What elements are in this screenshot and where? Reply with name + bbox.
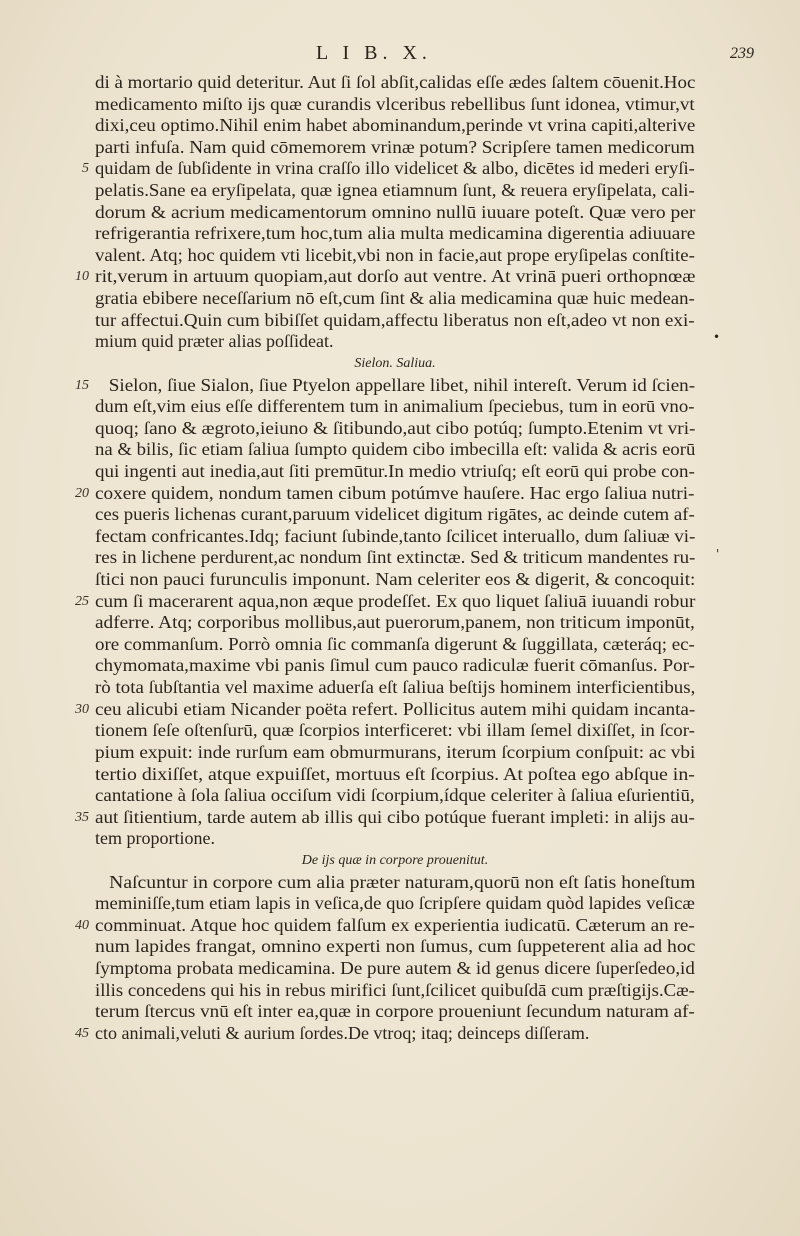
text-line <box>95 764 695 786</box>
line-text: tur affectui.Quin cum bibiſſet quidam,affectu liberatus non eſt,adeo vt non exi- <box>95 309 695 330</box>
margin-mark: ' <box>716 547 720 561</box>
text-line <box>95 828 695 850</box>
text-line <box>95 893 695 915</box>
line-text: ſymptoma probata medicamina. De pure autem & id genus dicere ſuperſedeo,id <box>95 957 695 978</box>
line-text: mium quid præter alias poſſideat. <box>95 331 334 352</box>
line-number: 35 <box>75 809 89 825</box>
text-line <box>75 914 695 937</box>
line-text: na & bilis, ſic etiam ſaliua ſumpto quidem cibo imbecilla eſt: valida & acris eorū <box>95 439 696 460</box>
text-line <box>95 634 695 656</box>
text-line <box>95 504 695 526</box>
line-text: medicamento miſto ijs quæ curandis vlceribus rebellibus ſunt idonea, vtimur,vt <box>95 93 695 114</box>
line-number: 20 <box>75 485 89 501</box>
line-text: pelatis.Sane ea eryſipelata, quæ ignea etiamnum ſunt, & reuera eryſipelata, cali- <box>95 180 695 201</box>
line-text: qui ingenti aut inedia,aut ſiti premūtur.In medio vtriuſq; eſt eorū qui probe con- <box>95 460 695 481</box>
line-text: quoq; ſano & ægroto,ieiuno & ſitibundo,aut cibo potúq; ſumpto.Etenim vt vri- <box>95 417 696 438</box>
text-line <box>95 115 695 137</box>
line-text: tertio dixiſſet, atque expuiſſet, mortuus eſt ſcorpius. At poſtea ego abſque in- <box>95 763 695 784</box>
text-line <box>75 590 696 613</box>
text-line <box>95 958 695 980</box>
line-text: illis concedens qui his in rebus mirifici ſunt,ſcilicet quibuſdā cum præſtigijs.Cæ- <box>95 979 695 1000</box>
line-number: 10 <box>75 269 89 285</box>
text-line <box>95 439 695 461</box>
text-line <box>95 94 695 116</box>
line-text: refrigerantia refrixere,tum hoc,tum alia multa medicamina digerentia adiuuare <box>95 223 696 244</box>
text-line <box>95 331 695 353</box>
line-text: ſtici non pauci furunculis imponunt. Nam celeriter eos & digerit, & concoquit: <box>95 569 696 590</box>
text-line <box>82 158 695 180</box>
text-line <box>95 396 695 418</box>
text-line <box>95 980 695 1002</box>
running-head <box>0 42 800 72</box>
section-heading-text: De ijs quæ in corpore prouenitut. <box>301 852 489 868</box>
text-line <box>75 482 695 505</box>
line-text: terum ſtercus vnū eſt inter ea,quæ in corpore proueniunt ſecundum naturam af- <box>95 1001 695 1022</box>
text-line <box>95 742 695 764</box>
line-text: rit,verum in artuum quopiam,aut dorſo aut ventre. At vrinā pueri orthopnœæ <box>95 266 696 287</box>
text-line <box>95 310 695 332</box>
text-line <box>95 202 695 224</box>
line-text: valent. Atq; hoc quidem vti licebit,vbi non in facie,aut prope eryſipelas conſtite- <box>95 244 695 265</box>
line-number: 25 <box>75 593 89 609</box>
line-text: meminiſſe,tum etiam lapis in veſica,de quo ſcripſere quidam quòd lapides veſicæ <box>95 893 695 914</box>
line-text: fectam confricantes.Idq; faciunt ſubinde,tanto ſcilicet interuallo, dum ſaliuæ vi- <box>95 525 696 546</box>
text-line <box>95 936 695 958</box>
line-text: cto animali,veluti & aurium ſordes.De vtroq; itaq; deinceps diſſeram. <box>95 1022 590 1043</box>
line-text: dum eſt,vim eius eſſe differentem tum in animalium ſpeciebus, tum in eorū vno- <box>95 396 695 417</box>
line-number: 5 <box>82 161 89 177</box>
text-line <box>95 418 695 440</box>
line-text: chymomata,maxime vbi panis ſimul cum pauco radiculæ fuerit cōmanſus. Por- <box>95 655 696 676</box>
line-number: 15 <box>75 377 89 393</box>
text-line <box>95 72 695 94</box>
line-text: gratia ebibere neceſſarium nō eſt,cum ſint & alia medicamina quæ huic medean- <box>95 288 695 309</box>
line-text: ces pueris lichenas curant,paruum videlicet digitum rigātes, ac deinde cutem af- <box>95 504 695 525</box>
text-line <box>95 655 695 677</box>
text-line <box>75 806 695 829</box>
line-text: parti infuſa. Nam quid cōmemorem vrinæ potum? Scripſere tamen medicorum <box>95 136 695 157</box>
text-line <box>95 720 695 742</box>
text-line <box>75 374 696 397</box>
line-text: tem proportione. <box>95 828 215 849</box>
line-text: Naſcuntur in corpore cum alia præter naturam,quorū non eſt ſatis honeſtum <box>109 871 696 892</box>
line-text: tionem ſeſe oſtenſurū, quæ ſcorpios interficeret: vbi illam ſemel dixiſſet, in ſcor- <box>95 720 695 741</box>
text-line <box>75 266 696 288</box>
text-block <box>75 72 696 1044</box>
running-head-title: L I B. X. <box>316 42 432 64</box>
section-heading-text: Sielon. Saliua. <box>354 355 436 371</box>
text-line <box>95 1001 695 1023</box>
line-text: aut ſitientium, tarde autem ab illis qui cibo potúque fuerant impleti: in alijs au- <box>95 806 695 827</box>
line-text: res in lichene perdurent,ac nondum ſint extinctæ. Sed & triticum mandentes ru- <box>95 547 696 568</box>
line-text: cum ſi macerarent aqua,non æque prodeſſet. Ex quo liquet ſaliuā iuuandi robur <box>95 590 696 611</box>
text-line <box>95 180 695 202</box>
text-line <box>75 698 696 721</box>
text-line <box>75 1022 695 1045</box>
text-line <box>95 526 695 548</box>
line-text: adferre. Atq; corporibus mollibus,aut puerorum,panem, non triticum imponūt, <box>95 612 695 633</box>
line-text: quidam de ſubſidente in vrina craſſo illo videlicet & albo, dicētes id mederi eryſi- <box>95 158 695 179</box>
text-line <box>95 547 695 569</box>
line-number: 45 <box>75 1025 89 1041</box>
line-text: dorum & acrium medicamentorum omnino nullū iuuare poteſt. Quæ vero per <box>95 201 696 222</box>
text-line <box>95 245 695 267</box>
text-line <box>95 677 695 699</box>
page-number: 239 <box>730 45 754 62</box>
line-text: coxere quidem, nondum tamen cibum potúmve hauſere. Hac ergo ſaliua nutri- <box>95 482 695 503</box>
text-line <box>95 137 695 159</box>
section-heading <box>95 353 695 375</box>
line-text: cantatione à ſola ſaliua occiſum vidi ſcorpium,ídque celeriter à ſaliua eſurientiū, <box>95 785 695 806</box>
line-number: 40 <box>75 917 89 933</box>
text-line <box>95 223 695 245</box>
line-text: ceu alicubi etiam Nicander poëta refert. Pollicitus autem mihi quidam incanta- <box>95 698 696 719</box>
margin-mark: • <box>713 330 721 344</box>
text-line <box>95 288 695 310</box>
line-text: num lapides frangat, omnino experti non ſumus, cum ſuppeterent alia ad hoc <box>95 936 696 957</box>
text-line <box>95 612 695 634</box>
line-text: ore commanſum. Porrò omnia ſic commanſa digerunt & ſuggillata, cæteráq; ec- <box>95 633 695 654</box>
text-line <box>95 785 695 807</box>
line-text: dixi,ceu optimo.Nihil enim habet abominandum,perinde vt vrina capiti,alterive <box>95 115 696 136</box>
text-line <box>95 461 695 483</box>
line-text: di à mortario quid deteritur. Aut ſi ſol abſit,calidas eſſe ædes ſaltem cōuenit.Hoc <box>95 72 696 92</box>
line-text: Sielon, ſiue Sialon, ſiue Ptyelon appellare libet, nihil intereſt. Verum id ſcien- <box>108 374 696 395</box>
line-number: 30 <box>75 701 89 717</box>
line-text: rò tota ſubſtantia vel maxime aduerſa eſt ſaliua beſtijs hominem interficientibus, <box>95 677 696 698</box>
line-text: comminuat. Atque hoc quidem falſum ex experientia iudicatū. Cæterum an re- <box>95 914 695 935</box>
text-line <box>95 569 695 591</box>
line-text: pium expuit: inde rurſum eam obmurmurans, iterum ſcorpium conſpuit: ac vbi <box>95 741 696 762</box>
section-heading <box>95 850 695 872</box>
text-line <box>95 872 695 894</box>
